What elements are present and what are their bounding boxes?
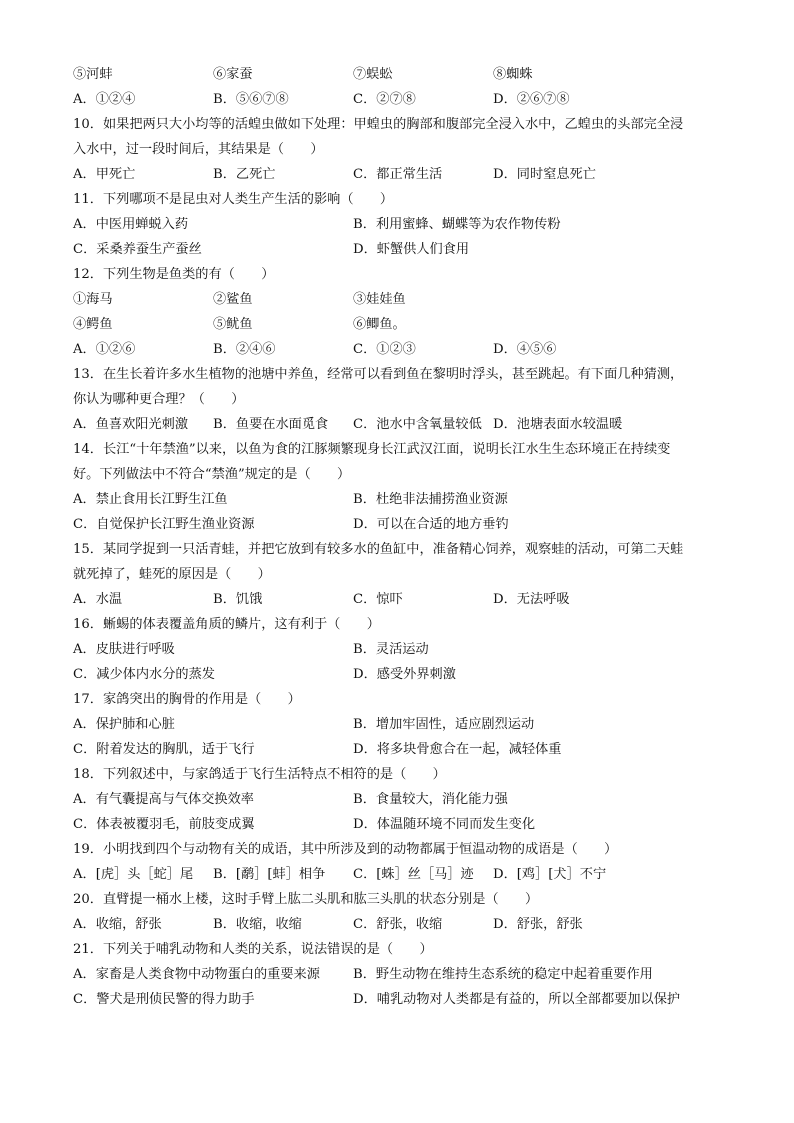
option-item: B．收缩，收缩: [213, 917, 302, 932]
question-line: 10．如果把两只大小均等的活蝗虫做如下处理：甲蝗虫的胸部和腹部完全浸入水中，乙蝗虫的头部完全浸: [73, 117, 684, 132]
option-item: ⑦蜈蚣: [353, 67, 393, 82]
option-item: B．野生动物在维持生态系统的稳定中起着重要作用: [353, 967, 653, 982]
option-item: ⑥鲫鱼。: [353, 317, 406, 332]
option-row: [73, 287, 733, 312]
option-row: [73, 212, 733, 237]
option-row: [73, 787, 733, 812]
option-row: [73, 812, 733, 837]
option-item: D．④⑤⑥: [493, 342, 557, 357]
option-item: D．②⑥⑦⑧: [493, 92, 570, 107]
option-item: A．家畜是人类食物中动物蛋白的重要来源: [73, 967, 320, 982]
option-item: A．中医用蝉蜕入药: [73, 217, 189, 232]
option-item: C．舒张，收缩: [353, 917, 443, 932]
option-item: B．②④⑥: [213, 342, 276, 357]
option-row: [73, 712, 733, 737]
question-line: 你认为哪种更合理？（ ）: [73, 392, 245, 407]
option-item: A．保护肺和心脏: [73, 717, 175, 732]
option-item: C．[蛛］丝［马］迹: [353, 867, 474, 882]
option-item: ⑥家蚕: [213, 67, 253, 82]
question-line: 好。下列做法中不符合“禁渔”规定的是（ ）: [73, 467, 351, 482]
option-row: [73, 862, 733, 887]
option-item: A．[虎］头［蛇］尾: [73, 867, 194, 882]
option-item: D．舒张，舒张: [493, 917, 583, 932]
option-item: D．无法呼吸: [493, 592, 570, 607]
option-item: C．都正常生活: [353, 167, 443, 182]
question-line: 20．直臂提一桶水上楼，这时手臂上肱二头肌和肱三头肌的状态分别是（ ）: [73, 892, 539, 907]
option-item: D．可以在合适的地方垂钓: [353, 517, 509, 532]
option-item: C．体表被覆羽毛，前肢变成翼: [73, 817, 255, 832]
question-line: 15．某同学捉到一只活青蛙，并把它放到有较多水的鱼缸中，准备精心饲养，观察蛙的活动，可第二天蛙: [73, 542, 684, 557]
option-item: C．警犬是刑侦民警的得力助手: [73, 992, 255, 1007]
option-item: D．将多块骨愈合在一起，减轻体重: [353, 742, 562, 757]
option-item: ③娃娃鱼: [353, 292, 406, 307]
option-item: D．虾蟹供人们食用: [353, 242, 470, 257]
option-row: [73, 662, 733, 687]
option-item: D．同时窒息死亡: [493, 167, 596, 182]
question-line: 就死掉了，蛙死的原因是（ ）: [73, 567, 271, 582]
question-line: 入水中，过一段时间后，其结果是（ ）: [73, 142, 324, 157]
option-item: C．采桑养蚕生产蚕丝: [73, 242, 202, 257]
option-item: B．增加牢固性，适应剧烈运动: [353, 717, 535, 732]
option-row: [73, 587, 733, 612]
option-item: B．食量较大，消化能力强: [353, 792, 508, 807]
option-row: [73, 337, 733, 362]
option-row: [73, 637, 733, 662]
option-item: D．体温随环境不同而发生变化: [353, 817, 536, 832]
option-row: [73, 962, 733, 987]
option-item: C．②⑦⑧: [353, 92, 416, 107]
option-row: [73, 87, 733, 112]
option-item: A．甲死亡: [73, 167, 136, 182]
option-row: [73, 62, 733, 87]
question-line: 11．下列哪项不是昆虫对人类生产生活的影响（ ）: [73, 192, 394, 207]
option-item: C．自觉保护长江野生渔业资源: [73, 517, 255, 532]
question-line: 19．小明找到四个与动物有关的成语，其中所涉及到的动物都属于恒温动物的成语是（ ）: [73, 842, 618, 857]
option-item: A．水温: [73, 592, 123, 607]
option-item: B．利用蜜蜂、蝴蝶等为农作物传粉: [353, 217, 561, 232]
option-item: A．①②④: [73, 92, 136, 107]
option-item: A．①②⑥: [73, 342, 136, 357]
option-item: B．杜绝非法捕捞渔业资源: [353, 492, 508, 507]
question-line: 16．蜥蜴的体表覆盖角质的鳞片，这有利于（ ）: [73, 617, 380, 632]
option-item: B．乙死亡: [213, 167, 276, 182]
option-item: ②鲨鱼: [213, 292, 253, 307]
option-item: A．有气囊提高与气体交换效率: [73, 792, 254, 807]
question-line: 17．家鸽突出的胸骨的作用是（ ）: [73, 692, 301, 707]
option-item: C．池水中含氧量较低: [353, 417, 482, 432]
option-item: A．收缩，舒张: [73, 917, 162, 932]
option-row: [73, 237, 733, 262]
option-item: C．①②③: [353, 342, 416, 357]
option-item: C．惊吓: [353, 592, 403, 607]
option-item: C．减少体内水分的蒸发: [73, 667, 215, 682]
option-item: B．[鹬］[蚌］相争: [213, 867, 326, 882]
question-line: 21．下列关于哺乳动物和人类的关系，说法错误的是（ ）: [73, 942, 433, 957]
option-row: [73, 987, 733, 1012]
option-item: A．鱼喜欢阳光刺激: [73, 417, 189, 432]
option-item: ⑧蜘蛛: [493, 67, 533, 82]
option-row: [73, 312, 733, 337]
option-row: [73, 487, 733, 512]
option-item: ④鳄鱼: [73, 317, 113, 332]
option-row: [73, 512, 733, 537]
option-item: D．哺乳动物对人类都是有益的，所以全部都要加以保护: [353, 992, 681, 1007]
option-item: A．禁止食用长江野生江鱼: [73, 492, 228, 507]
option-item: C．附着发达的胸肌，适于飞行: [73, 742, 255, 757]
question-line: 14．长江“十年禁渔”以来，以鱼为食的江豚频繁现身长江武汉江面，说明长江水生生态环境正在持续变: [73, 442, 671, 457]
option-item: ⑤河蚌: [73, 67, 113, 82]
option-row: [73, 162, 733, 187]
question-line: 18．下列叙述中，与家鸽适于飞行生活特点不相符的是（ ）: [73, 767, 446, 782]
option-item: B．灵活运动: [353, 642, 429, 657]
question-line: 13．在生长着许多水生植物的池塘中养鱼，经常可以看到鱼在黎明时浮头，甚至跳起。有下面几种猜测，: [73, 367, 684, 382]
option-item: B．鱼要在水面觅食: [213, 417, 329, 432]
option-item: A．皮肤进行呼吸: [73, 642, 175, 657]
option-row: [73, 912, 733, 937]
option-row: [73, 412, 733, 437]
option-row: [73, 737, 733, 762]
option-item: D．[鸡］[犬］不宁: [493, 867, 607, 882]
option-item: ⑤鱿鱼: [213, 317, 253, 332]
option-item: B．⑤⑥⑦⑧: [213, 92, 289, 107]
question-line: 12．下列生物是鱼类的有（ ）: [73, 267, 275, 282]
option-item: B．饥饿: [213, 592, 263, 607]
option-item: ①海马: [73, 292, 113, 307]
option-item: D．池塘表面水较温暖: [493, 417, 623, 432]
option-item: D．感受外界刺激: [353, 667, 456, 682]
exam-page: [73, 62, 733, 1012]
